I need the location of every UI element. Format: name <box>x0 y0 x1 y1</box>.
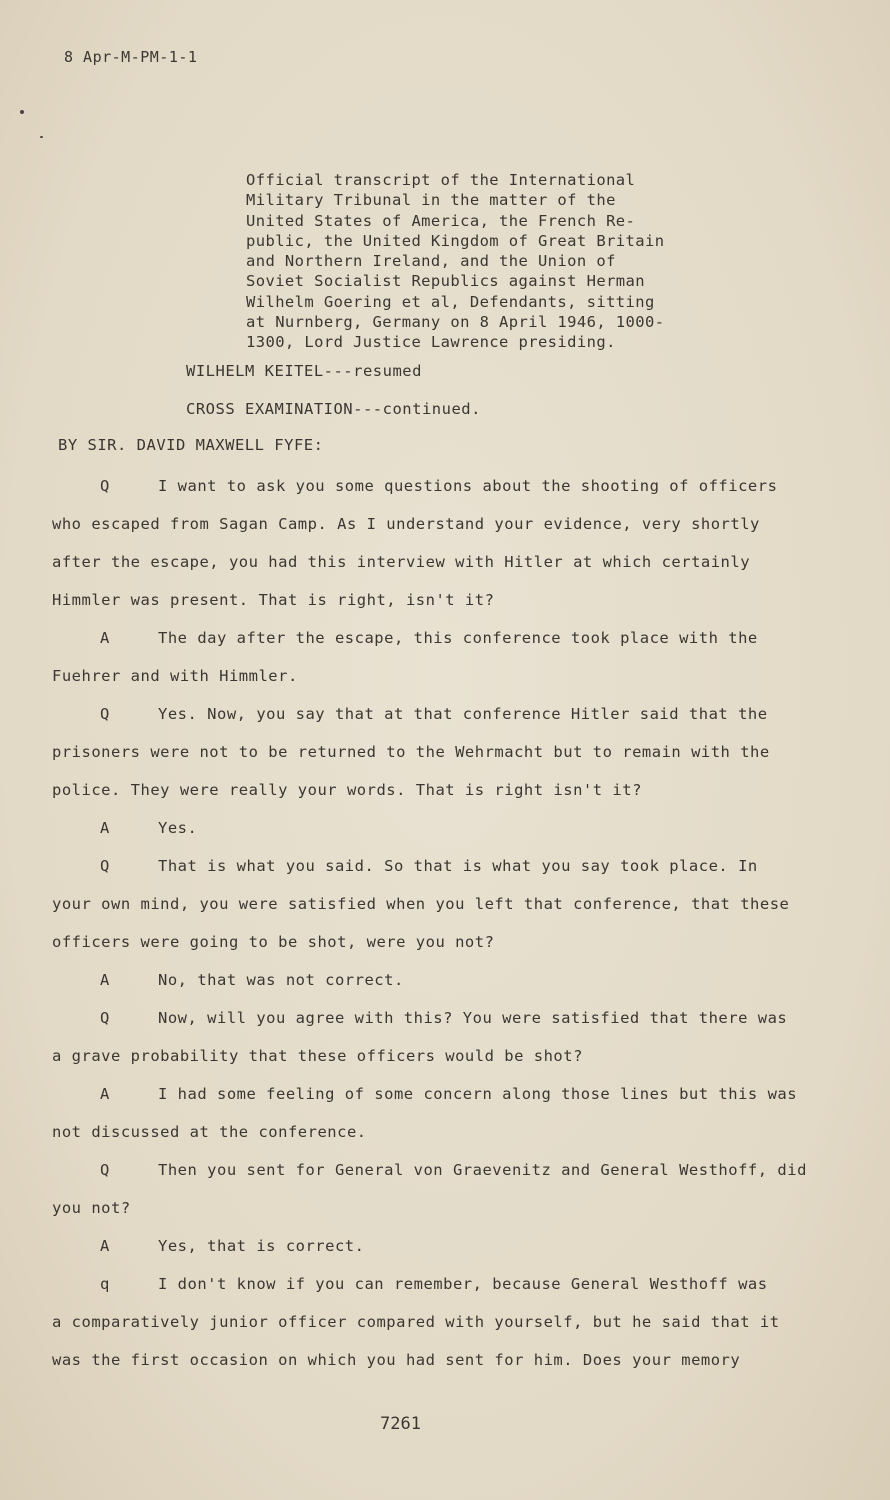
transcript-line <box>46 1047 786 1085</box>
transcript-line <box>46 1123 786 1161</box>
witness-heading: WILHELM KEITEL---resumed <box>186 362 422 380</box>
transcript-text: That is what you said. So that is what you say took place. In <box>158 857 758 875</box>
transcript-line <box>46 515 786 553</box>
transcript-line <box>46 553 786 591</box>
answer-marker: A <box>100 1237 110 1255</box>
question-marker: Q <box>100 857 110 875</box>
transcript-line <box>46 743 786 781</box>
transcript-text: police. They were really your words. That is right isn't it? <box>52 781 642 799</box>
page-number: 7261 <box>380 1414 421 1434</box>
transcript-text: Yes, that is correct. <box>158 1237 365 1255</box>
transcript-line <box>46 857 786 895</box>
transcript-text: your own mind, you were satisfied when you left that conference, that these <box>52 895 790 913</box>
answer-marker: A <box>100 971 110 989</box>
answer-marker: A <box>100 819 110 837</box>
question-marker: Q <box>100 1009 110 1027</box>
caption-line: United States of America, the French Re- <box>246 211 636 230</box>
caption-line: and Northern Ireland, and the Union of <box>246 252 616 271</box>
answer-marker: A <box>100 1085 110 1103</box>
transcript-line <box>46 629 786 667</box>
transcript-line <box>46 819 786 857</box>
caption-line: Military Tribunal in the matter of the <box>246 191 616 210</box>
caption-line: at Nurnberg, Germany on 8 April 1946, 1000- <box>246 313 665 332</box>
caption-line: Wilhelm Goering et al, Defendants, sitting <box>246 292 655 311</box>
transcript-line <box>46 1199 786 1237</box>
transcript-text: The day after the escape, this conference took place with the <box>158 629 758 647</box>
transcript-line <box>46 1351 786 1389</box>
transcript-text: prisoners were not to be returned to the Wehrmacht but to remain with the <box>52 743 770 761</box>
transcript-text: Fuehrer and with Himmler. <box>52 667 298 685</box>
caption-line: Soviet Socialist Republics against Herman <box>246 272 646 291</box>
transcript-line <box>46 1237 786 1275</box>
caption-line: Official transcript of the International <box>246 171 636 189</box>
examination-heading: CROSS EXAMINATION---continued. <box>186 400 481 418</box>
transcript-text: I don't know if you can remember, because General Westhoff was <box>158 1275 768 1293</box>
transcript-text: I want to ask you some questions about the shooting of officers <box>158 477 778 495</box>
transcript-text: not discussed at the conference. <box>52 1123 367 1141</box>
transcript-text: was the first occasion on which you had sent for him. Does your memory <box>52 1351 741 1369</box>
ink-speck <box>40 136 43 138</box>
question-marker: Q <box>100 1161 110 1179</box>
transcript-text: a comparatively junior officer compared with yourself, but he said that it <box>52 1313 780 1331</box>
transcript-line <box>46 591 786 629</box>
transcript-line <box>46 1161 807 1199</box>
transcript-text: Himmler was present. That is right, isn't it? <box>52 591 495 609</box>
transcript-line <box>46 1275 786 1313</box>
question-answer-body <box>46 477 807 1389</box>
transcript-text: No, that was not correct. <box>158 971 404 989</box>
transcript-text: Now, will you agree with this? You were satisfied that there was <box>158 1009 788 1027</box>
ink-speck <box>20 110 24 114</box>
question-marker: q <box>100 1275 110 1293</box>
transcript-text: after the escape, you had this interview with Hitler at which certainly <box>52 553 751 571</box>
transcript-text: Yes. Now, you say that at that conference Hitler said that the <box>158 705 768 723</box>
transcript-line <box>46 1009 786 1047</box>
transcript-text: a grave probability that these officers would be shot? <box>52 1047 583 1065</box>
transcript-text: Then you sent for General von Graevenitz and General Westhoff, did <box>158 1161 807 1179</box>
transcript-text: I had some feeling of some concern along those lines but this was <box>158 1085 798 1103</box>
page-reference: 8 Apr-M-PM-1-1 <box>64 48 198 66</box>
transcript-line <box>46 895 790 933</box>
transcript-text: who escaped from Sagan Camp. As I understand your evidence, very shortly <box>52 515 760 533</box>
caption-line: public, the United Kingdom of Great Britain <box>246 231 665 250</box>
transcript-line <box>46 971 786 1009</box>
transcript-line <box>46 477 786 515</box>
transcript-text: you not? <box>52 1199 131 1217</box>
examiner-heading: BY SIR. DAVID MAXWELL FYFE: <box>58 436 324 454</box>
transcript-caption <box>246 170 676 353</box>
answer-marker: A <box>100 629 110 647</box>
transcript-text: officers were going to be shot, were you not? <box>52 933 495 951</box>
transcript-line <box>46 1085 798 1123</box>
question-marker: Q <box>100 477 110 495</box>
transcript-line <box>46 781 786 819</box>
transcript-text: Yes. <box>158 819 198 837</box>
transcript-line <box>46 1313 786 1351</box>
question-marker: Q <box>100 705 110 723</box>
caption-line: 1300, Lord Justice Lawrence presiding. <box>246 333 616 352</box>
transcript-line <box>46 705 786 743</box>
transcript-line <box>46 933 786 971</box>
transcript-line <box>46 667 786 705</box>
